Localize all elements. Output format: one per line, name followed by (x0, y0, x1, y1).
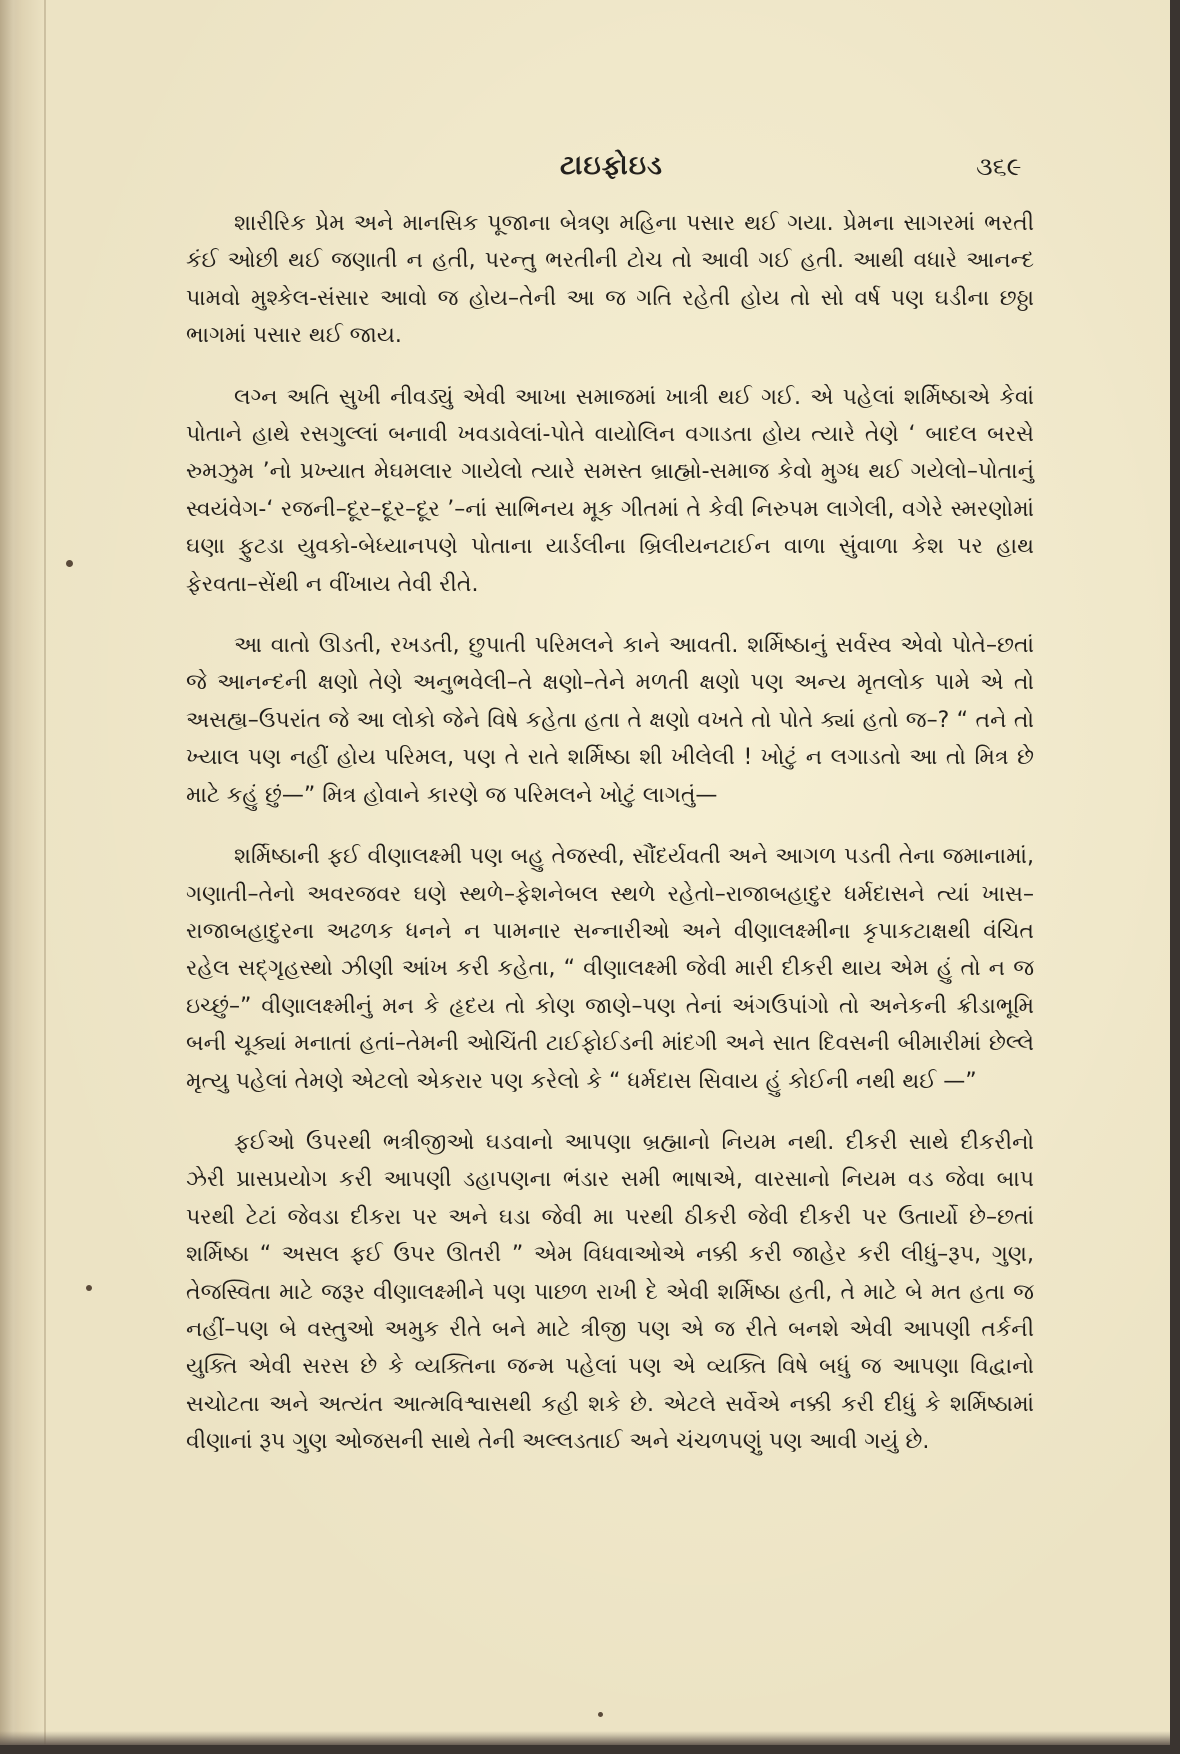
paragraph-2: લગ્ન અતિ સુખી નીવડ્યું એવી આખા સમાજમાં ખાત્રી થઈ ગઈ. એ પહેલાં શર્મિષ્ઠાએ કેવાં પોતાને હાથે રસગુલ્લાં બનાવી ખવડાવેલાં-પોતે વાયોલિન વગાડતા હોય ત્યારે તેણે ‘ બાદલ બરસે રુમઝુમ ’નો પ્રખ્યાત મેઘમલાર ગાયેલો ત્યારે સમસ્ત બ્રાહ્મો-સમાજ કેવો મુગ્ધ થઈ ગયેલો–પોતાનું સ્વયંવેગ-‘ રજની–દૂર–દૂર–દૂર ’–નાં સાભિનય મૂક ગીતમાં તે કેવી નિરુપમ લાગેલી, વગેરે સ્મરણોમાં ઘણા ફુટડા યુવકો-બેધ્યાનપણે પોતાના યાર્ડલીના બ્રિલીયનટાઈન વાળા સુંવાળા કેશ પર હાથ ફેરવતા–સેંથી ન વીંખાય તેવી રીતે. (186, 384, 1034, 597)
paragraph-1: શારીરિક પ્રેમ અને માનસિક પૂજાના બેત્રણ મહિના પસાર થઈ ગયા. પ્રેમના સાગરમાં ભરતી કંઈ ઓછી થઈ જણાતી ન હતી, પરન્તુ ભરતીની ટોચ તો આવી ગઈ હતી. આથી વધારે આનન્દ પામવો મુશ્કેલ-સંસાર આવો જ હોય–તેની આ જ ગતિ રહેતી હોય તો સો વર્ષ પણ ઘડીના છઠ્ઠા ભાગમાં પસાર થઈ જાય. (186, 211, 1034, 349)
body-text (186, 205, 1034, 1483)
paragraph-4: શર્મિષ્ઠાની ફઈ વીણાલક્ષ્મી પણ બહુ તેજસ્વી, સૌંદર્યવતી અને આગળ પડતી તેના જમાનામાં, ગણાતી–તેનો અવરજવર ઘણે સ્થળે–ફેશનેબલ સ્થળે રહેતો–રાજાબહાદુર ધર્મદાસને ત્યાં ખાસ–રાજાબહાદુરના અઢળક ધનને ન પામનાર સન્નારીઓ અને વીણાલક્ષ્મીના કૃપાકટાક્ષથી વંચિત રહેલ સદ્ગૃહસ્થો ઝીણી આંખ કરી કહેતા, “ વીણાલક્ષ્મી જેવી મારી દીકરી થાય એમ હું તો ન જ ઇચ્છું–” વીણાલક્ષ્મીનું મન કે હૃદય તો કોણ જાણે–પણ તેનાં અંગઉપાંગો તો અનેકની ક્રીડાભૂમિ બની ચૂક્યાં મનાતાં હતાં–તેમની ઓચિંતી ટાઈફોઈડની માંદગી અને સાત દિવસની બીમારીમાં છેલ્લે મૃત્યુ પહેલાં તેમણે એટલો એકરાર પણ કરેલો કે “ ધર્મદાસ સિવાય હું કોઈની નથી થઈ —” (186, 844, 1034, 1094)
running-title: ટાઇફોઇડ (560, 150, 663, 181)
paragraph-3: આ વાતો ઊડતી, રખડતી, છુપાતી પરિમલને કાને આવતી. શર્મિષ્ઠાનું સર્વસ્વ એવો પોતે–છતાં જે આનન્દની ક્ષણો તેણે અનુભવેલી–તે ક્ષણો–તેને મળતી ક્ષણો પણ અન્ય મૃતલોક પામે એ તો અસહ્ય–ઉપરાંત જે આ લોકો જેને વિષે કહેતા હતા તે ક્ષણો વખતે તો પોતે ક્યાં હતો જ–? “ તને તો ખ્યાલ પણ નહીં હોય પરિમલ, પણ તે રાતે શર્મિષ્ઠા શી ખીલેલી ! ખોટું ન લગાડતો આ તો મિત્ર છે માટે કહું છું—” મિત્ર હોવાને કારણે જ પરિમલને ખોટું લાગતું— (186, 633, 1034, 808)
page-bottom-edge (0, 1731, 1170, 1745)
paper-spot (598, 1712, 603, 1717)
page-fold-line (44, 0, 46, 1745)
paper-spot (86, 1285, 92, 1291)
paper-spot (66, 560, 73, 567)
paragraph-5: ફઈઓ ઉપરથી ભત્રીજીઓ ઘડવાનો આપણા બ્રહ્માનો નિયમ નથી. દીકરી સાથે દીકરીનો ઝેરી પ્રાસપ્રયોગ કરી આપણી ડહાપણના ભંડાર સમી ભાષાએ, વારસાનો નિયમ વડ જેવા બાપ પરથી ટેટાં જેવડા દીકરા પર અને ઘડા જેવી મા પરથી ઠીકરી જેવી દીકરી પર ઉતાર્યો છે–છતાં શર્મિષ્ઠા “ અસલ ફઈ ઉપર ઊતરી ” એમ વિધવાઓએ નક્કી કરી જાહેર કરી લીધું–રૂપ, ગુણ, તેજસ્વિતા માટે જરૂર વીણાલક્ષ્મીને પણ પાછળ રાખી દે એવી શર્મિષ્ઠા હતી, તે માટે બે મત હતા જ નહીં–પણ બે વસ્તુઓ અમુક રીતે બને માટે ત્રીજી પણ એ જ રીતે બનશે એવી આપણી તર્કની યુક્તિ એવી સરસ છે કે વ્યક્તિના જન્મ પહેલાં પણ એ વ્યક્તિ વિષે બધું જ આપણા વિદ્વાનો સચોટતા અને અત્યંત આત્મવિશ્વાસથી કહી શકે છે. એટલે સર્વેએ નક્કી કરી દીધું કે શર્મિષ્ઠામાં વીણાનાં રૂપ ગુણ ઓજસની સાથે તેની અલ્લડતાઈ અને ચંચળપણું પણ આવી ગયું છે. (186, 1129, 1034, 1455)
page-number: ૩૬૯ (976, 152, 1022, 181)
page-binding-edge (0, 0, 22, 1745)
page-header (0, 150, 1170, 190)
